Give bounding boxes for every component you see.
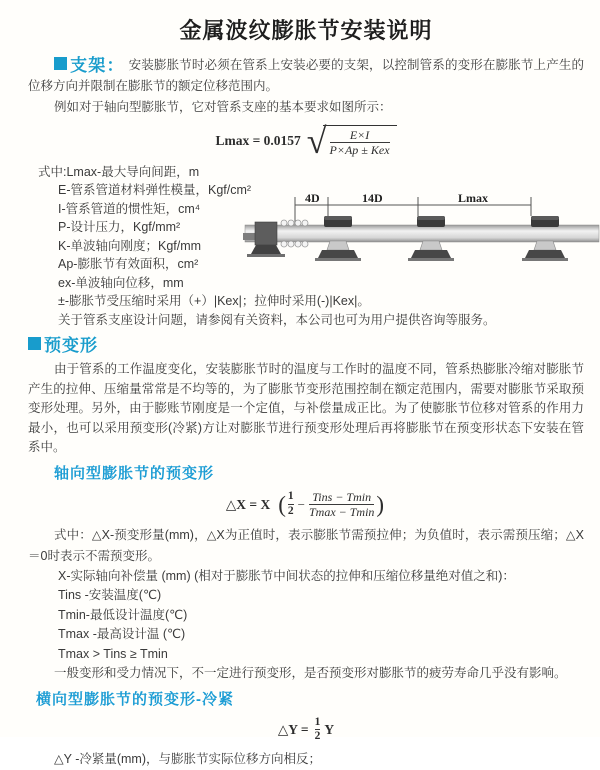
temp-frac-numerator: Tins − Tmin	[312, 489, 372, 504]
section-marker-icon	[54, 57, 67, 70]
lateral-half-numerator: 1	[314, 715, 321, 728]
lateral-formula-lhs: △Y =	[277, 721, 309, 737]
predeform-body-paragraph: 由于管系的工作温度变化，安装膨胀节时的温度与工作时的温度不同，管系热膨胀冷缩对膨胀节产生的拉伸、压缩量常常是不均等的，为了膨胀节变形范围控制在额定范围内，需要对膨胀节采取预变形处理。另外，由于膨账节刚度是一个定值，与补偿量成正比。为了使膨胀节位移对管系的作用力最小，也可以采用预变形(冷紧)方让对膨胀节进行预变形处理后再将膨胀节在预变形状态下安装在管系中。	[28, 362, 584, 455]
axial-definition-line: X-实际轴向补偿量 (mm) (相对于膨胀节中间状态的拉伸和压缩位移量绝对值之和)：	[58, 568, 515, 583]
predeform-section-heading: 预变形	[44, 336, 98, 356]
anchor-base	[251, 245, 281, 254]
support-intro-text: 安装膨胀节时必须在管系上安装必要的支架，以控制管系的变形在膨胀节上产生的位移方向并限制在膨胀节的额定位移范围内。	[28, 58, 584, 93]
pipe-support-diagram	[243, 192, 599, 294]
axial-definition-line: Tmax > Tins ≥ Tmin	[58, 646, 168, 661]
axial-formula-lhs: △X = X	[225, 496, 271, 512]
lateral-formula-rhs: Y	[324, 721, 335, 737]
close-paren: )	[376, 492, 385, 518]
temp-frac-denominator: Tmax − Tmin	[308, 505, 375, 520]
lmax-frac-denominator: P×Ap ± Kex	[329, 143, 390, 158]
predeform-section-heading-row	[28, 335, 584, 356]
definition-line: ex-单波轴向位移，mm	[58, 275, 184, 290]
dimension-label-14d: 14D	[362, 191, 383, 205]
radicand	[323, 125, 397, 158]
page-title: 金属波纹膨胀节安装说明	[179, 18, 433, 43]
axial-subsection-heading: 轴向型膨胀节的预变形	[54, 464, 215, 482]
axial-definition-line: Tmin-最低设计温度(℃)	[58, 607, 188, 622]
lmax-frac-numerator: E×I	[349, 128, 370, 142]
definition-line: E-管系管道材料弹性模量，Kgf/cm²	[58, 183, 252, 198]
sqrt-radical	[306, 121, 397, 162]
axial-definition-line: Tins -安装温度(℃)	[58, 588, 162, 603]
lateral-subsection-heading: 横向型膨胀节的预变形-冷紧	[36, 690, 234, 708]
radical-sign: √	[306, 121, 327, 162]
definition-line: ±-膨胀节受压缩时采用（+）|Kex|；拉伸时采用(-)|Kex|。	[58, 294, 370, 309]
half-fraction	[288, 490, 294, 519]
temperature-fraction	[309, 490, 374, 520]
support-section-heading: 支架：	[70, 56, 125, 75]
axial-definition-line: Tmax -最高设计温 (℃)	[58, 627, 186, 642]
definition-line: Ap-膨胀节有效面积，cm²	[58, 257, 199, 272]
axial-closing-line: 一般变形和受力情况下，不一定进行预变形，是否预变形对膨胀节的疲劳寿命几乎没有影响。	[54, 666, 567, 681]
dimension-label-lmax: Lmax	[458, 191, 488, 205]
half-denominator: 2	[287, 505, 294, 518]
lmax-formula	[28, 121, 584, 162]
support-intro-paragraph	[28, 55, 584, 97]
lateral-formula	[28, 716, 584, 745]
lateral-half-denominator: 2	[314, 730, 321, 743]
anchor-block	[255, 222, 277, 245]
axial-formula-explanation: 式中：△X-预变形量(mm)，△X为正值时，表示膨胀节需预拉伸；为负值时，表示需预压缩；△X＝0时表示不需预变形。	[28, 527, 584, 563]
lmax-formula-lhs: Lmax = 0.0157	[215, 133, 301, 149]
lateral-half-fraction	[315, 716, 321, 745]
axial-definitions-list	[28, 567, 584, 684]
definition-line: I-管系管道的惯性矩，cm⁴	[58, 201, 201, 216]
definition-line: K-单波轴向刚度；Kgf/mm	[58, 238, 202, 253]
lateral-note-line: △Y -冷紧量(mm)，与膨胀节实际位移方向相反；	[54, 752, 322, 767]
section-marker-icon	[28, 337, 41, 350]
support-example-line: 例如对于轴向型膨胀节，它对管系支座的基本要求如图所示：	[54, 100, 392, 114]
definition-line: 式中:Lmax-最大导向间距，m	[38, 164, 200, 179]
definition-line: P-设计压力，Kgf/mm²	[58, 220, 181, 235]
lmax-fraction	[330, 128, 390, 158]
axial-formula	[28, 490, 584, 520]
definition-line: 关于管系支座设计问题，请参阅有关资料，本公司也可为用户提供咨询等服务。	[58, 312, 496, 327]
open-paren: (	[278, 492, 286, 518]
dimension-label-4d: 4D	[305, 191, 320, 205]
half-numerator: 1	[287, 490, 294, 503]
pipe	[245, 225, 599, 242]
minus-sign: −	[297, 496, 305, 512]
anchor-base-plate	[247, 254, 285, 257]
